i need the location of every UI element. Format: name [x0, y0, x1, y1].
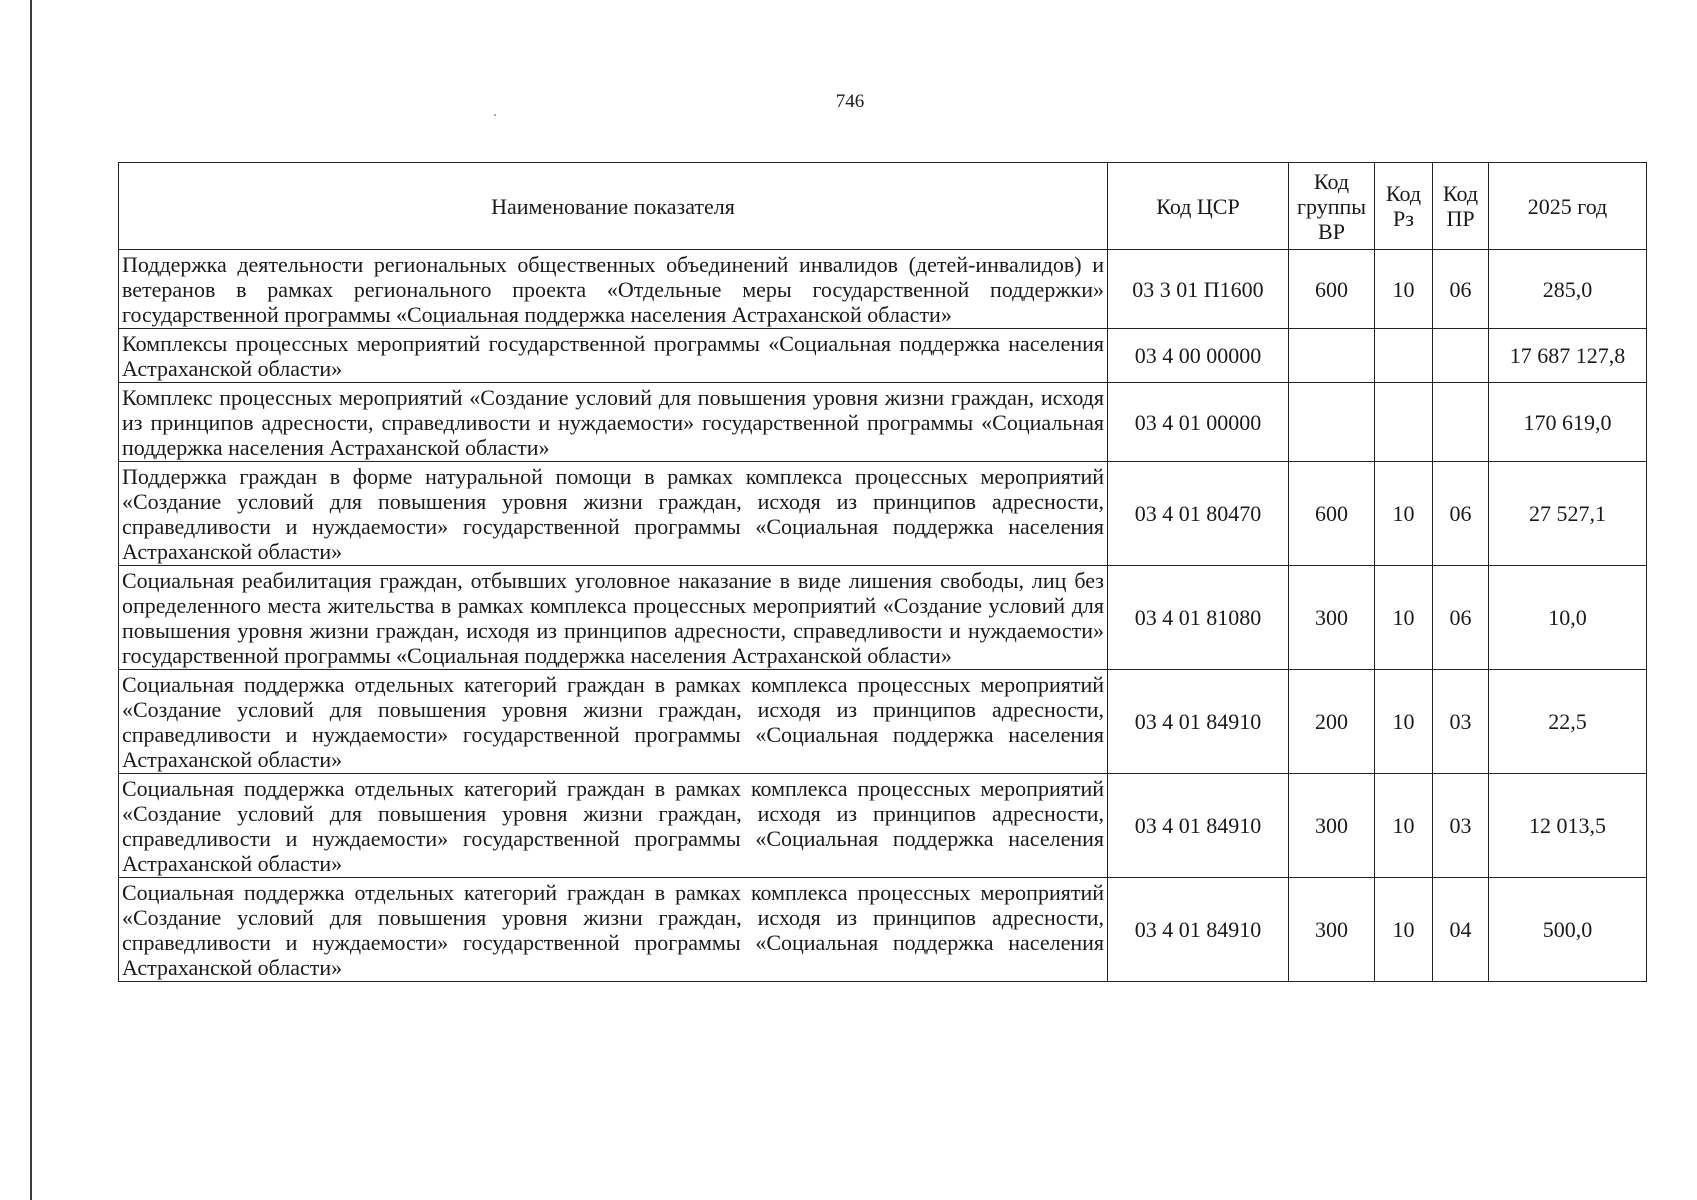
cell-vr-code: 600 [1289, 250, 1375, 329]
cell-amount: 500,0 [1489, 878, 1647, 982]
cell-rz-code: 10 [1375, 774, 1433, 878]
cell-pr-code [1433, 329, 1489, 383]
header-csr-code: Код ЦСР [1108, 163, 1289, 250]
cell-csr-code: 03 4 01 84910 [1108, 670, 1289, 774]
cell-vr-code: 300 [1289, 878, 1375, 982]
cell-csr-code: 03 4 00 00000 [1108, 329, 1289, 383]
cell-amount: 10,0 [1489, 566, 1647, 670]
cell-rz-code [1375, 383, 1433, 462]
table-row [119, 250, 1647, 329]
page-number: 746 [835, 91, 865, 112]
cell-csr-code: 03 4 01 80470 [1108, 462, 1289, 566]
cell-vr-code [1289, 383, 1375, 462]
cell-amount: 285,0 [1489, 250, 1647, 329]
budget-table [118, 162, 1647, 982]
table-row [119, 774, 1647, 878]
table-row [119, 566, 1647, 670]
cell-csr-code: 03 4 01 84910 [1108, 878, 1289, 982]
cell-indicator-name: Социальная поддержка отдельных категорий граждан в рамках комплекса процессных мероприятий «Создание условий для повышения уровня жизни граждан, исходя из принципов адресности, справедливости и нуждаемости» государственной программы «Социальная поддержка населения Астраханской области» [119, 878, 1108, 982]
table-row [119, 462, 1647, 566]
table-row [119, 383, 1647, 462]
cell-indicator-name: Поддержка деятельности региональных общественных объединений инвалидов (детей-инвалидов) и ветеранов в рамках регионального проекта «Отдельные меры государственной поддержки» государственной программы «Социальная поддержка населения Астраханской области» [119, 250, 1108, 329]
cell-rz-code: 10 [1375, 250, 1433, 329]
cell-csr-code: 03 4 01 84910 [1108, 774, 1289, 878]
cell-rz-code [1375, 329, 1433, 383]
cell-pr-code: 06 [1433, 250, 1489, 329]
cell-indicator-name: Поддержка граждан в форме натуральной помощи в рамках комплекса процессных мероприятий «Создание условий для повышения уровня жизни граждан, исходя из принципов адресности, справедливости и нуждаемости» государственной программы «Социальная поддержка населения Астраханской области» [119, 462, 1108, 566]
cell-amount: 27 527,1 [1489, 462, 1647, 566]
cell-amount: 170 619,0 [1489, 383, 1647, 462]
cell-pr-code: 03 [1433, 670, 1489, 774]
cell-vr-code: 200 [1289, 670, 1375, 774]
header-pr-code: Код ПР [1433, 163, 1489, 250]
cell-pr-code: 06 [1433, 566, 1489, 670]
cell-indicator-name: Социальная реабилитация граждан, отбывших уголовное наказание в виде лишения свободы, лиц без определенного места жительства в рамках комплекса процессных мероприятий «Создание условий для повышения уровня жизни граждан, исходя из принципов адресности, справедливости и нуждаемости» государственной программы «Социальная поддержка населения Астраханской области» [119, 566, 1108, 670]
cell-indicator-name: Комплекс процессных мероприятий «Создание условий для повышения уровня жизни граждан, исходя из принципов адресности, справедливости и нуждаемости» государственной программы «Социальная поддержка населения Астраханской области» [119, 383, 1108, 462]
header-rz-code: Код Рз [1375, 163, 1433, 250]
cell-csr-code: 03 4 01 00000 [1108, 383, 1289, 462]
cell-csr-code: 03 3 01 П1600 [1108, 250, 1289, 329]
cell-rz-code: 10 [1375, 670, 1433, 774]
table-row [119, 670, 1647, 774]
header-vr-group-code: Код группы ВР [1289, 163, 1375, 250]
cell-indicator-name: Комплексы процессных мероприятий государственной программы «Социальная поддержка населения Астраханской области» [119, 329, 1108, 383]
cell-vr-code: 300 [1289, 566, 1375, 670]
cell-indicator-name: Социальная поддержка отдельных категорий граждан в рамках комплекса процессных мероприятий «Создание условий для повышения уровня жизни граждан, исходя из принципов адресности, справедливости и нуждаемости» государственной программы «Социальная поддержка населения Астраханской области» [119, 774, 1108, 878]
cell-csr-code: 03 4 01 81080 [1108, 566, 1289, 670]
cell-pr-code: 03 [1433, 774, 1489, 878]
cell-rz-code: 10 [1375, 462, 1433, 566]
cell-vr-code: 600 [1289, 462, 1375, 566]
binding-edge-line [30, 0, 32, 1200]
cell-indicator-name: Социальная поддержка отдельных категорий граждан в рамках комплекса процессных мероприятий «Создание условий для повышения уровня жизни граждан, исходя из принципов адресности, справедливости и нуждаемости» государственной программы «Социальная поддержка населения Астраханской области» [119, 670, 1108, 774]
cell-amount: 17 687 127,8 [1489, 329, 1647, 383]
header-year-2025: 2025 год [1489, 163, 1647, 250]
cell-pr-code [1433, 383, 1489, 462]
cell-rz-code: 10 [1375, 878, 1433, 982]
table-header-row [119, 163, 1647, 250]
cell-pr-code: 06 [1433, 462, 1489, 566]
cell-vr-code [1289, 329, 1375, 383]
table-row [119, 329, 1647, 383]
header-indicator-name: Наименование показателя [119, 163, 1108, 250]
cell-amount: 22,5 [1489, 670, 1647, 774]
cell-vr-code: 300 [1289, 774, 1375, 878]
cell-pr-code: 04 [1433, 878, 1489, 982]
cell-amount: 12 013,5 [1489, 774, 1647, 878]
table-row [119, 878, 1647, 982]
scan-speck [494, 114, 496, 116]
cell-rz-code: 10 [1375, 566, 1433, 670]
